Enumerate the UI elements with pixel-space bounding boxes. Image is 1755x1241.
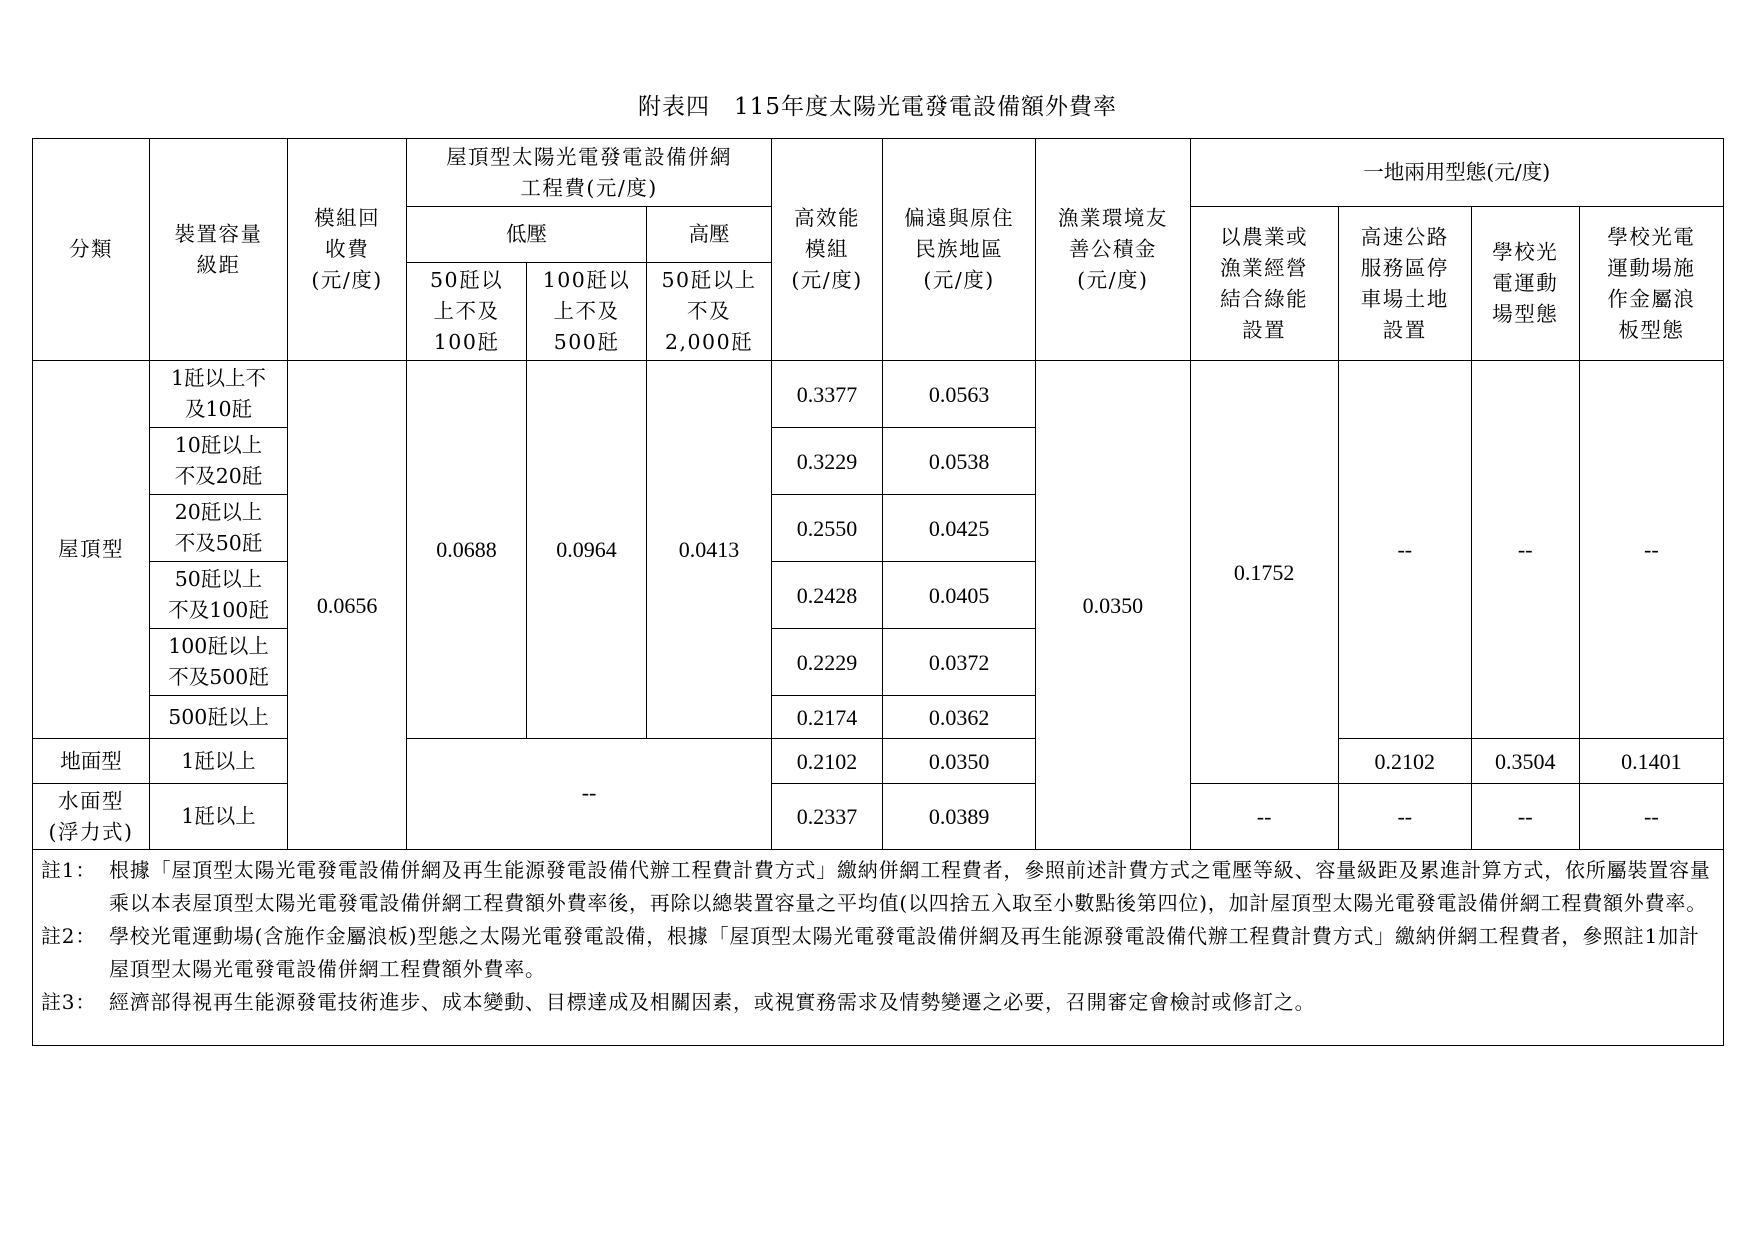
header-school-sports: 學校光 電運動 場型態 bbox=[1471, 207, 1579, 361]
header-agri-fishery: 以農業或 漁業經營 結合綠能 設置 bbox=[1190, 207, 1338, 361]
school-sports-value: 0.3504 bbox=[1471, 739, 1579, 784]
school-sports-value: -- bbox=[1471, 784, 1579, 850]
header-row-1 bbox=[33, 139, 1724, 207]
high-efficiency-value: 0.2337 bbox=[772, 784, 883, 850]
high-efficiency-value: 0.3229 bbox=[772, 428, 883, 495]
hv-50-2000-value: 0.0413 bbox=[647, 361, 772, 739]
high-efficiency-value: 0.2102 bbox=[772, 739, 883, 784]
high-efficiency-value: 0.3377 bbox=[772, 361, 883, 428]
table-row bbox=[33, 784, 1724, 850]
remote-indigenous-value: 0.0350 bbox=[882, 739, 1035, 784]
school-sports-metal-value: -- bbox=[1579, 784, 1723, 850]
agri-fishery-value: -- bbox=[1190, 784, 1338, 850]
agri-fishery-value: 0.1752 bbox=[1190, 361, 1338, 784]
remote-indigenous-value: 0.0563 bbox=[882, 361, 1035, 428]
remote-indigenous-value: 0.0389 bbox=[882, 784, 1035, 850]
header-lv-50-100: 50瓩以 上不及 100瓩 bbox=[407, 263, 527, 361]
header-high-voltage: 高壓 bbox=[647, 207, 772, 263]
table-row bbox=[33, 739, 1724, 784]
header-low-voltage: 低壓 bbox=[407, 207, 647, 263]
note-text: 學校光電運動場(含施作金屬浪板)型態之太陽光電發電設備，根據「屋頂型太陽光電發電設備併網及再生能源發電設備代辦工程費計費方式」繳納併網工程費者，參照註1加計屋頂型太陽光電發電設備併網工程費額外費率。 bbox=[109, 924, 1700, 981]
note-label: 註3： bbox=[41, 990, 97, 1014]
header-dual-use-group: 一地兩用型態(元/度) bbox=[1190, 139, 1724, 207]
header-module-recycling: 模組回 收費 (元/度) bbox=[288, 139, 407, 361]
highway-service-value: -- bbox=[1338, 361, 1471, 739]
notes-row bbox=[33, 850, 1724, 1046]
highway-service-value: -- bbox=[1338, 784, 1471, 850]
category-rooftop: 屋頂型 bbox=[33, 361, 150, 739]
capacity-tier: 50瓩以上 不及100瓩 bbox=[149, 562, 287, 629]
header-lv-100-500: 100瓩以 上不及 500瓩 bbox=[527, 263, 647, 361]
note-2 bbox=[41, 920, 1711, 986]
header-capacity-tier: 裝置容量 級距 bbox=[149, 139, 287, 361]
remote-indigenous-value: 0.0405 bbox=[882, 562, 1035, 629]
rate-table bbox=[32, 138, 1724, 1046]
school-sports-value: -- bbox=[1471, 361, 1579, 739]
school-sports-metal-value: 0.1401 bbox=[1579, 739, 1723, 784]
note-label: 註1： bbox=[41, 858, 97, 882]
lv-50-100-value: 0.0688 bbox=[407, 361, 527, 739]
remote-indigenous-value: 0.0362 bbox=[882, 696, 1035, 739]
capacity-tier: 1瓩以上 bbox=[149, 784, 287, 850]
category-ground: 地面型 bbox=[33, 739, 150, 784]
capacity-tier: 1瓩以上不 及10瓩 bbox=[149, 361, 287, 428]
high-efficiency-value: 0.2174 bbox=[772, 696, 883, 739]
capacity-tier: 20瓩以上 不及50瓩 bbox=[149, 495, 287, 562]
note-text: 經濟部得視再生能源發電技術進步、成本變動、目標達成及相關因素，或視實務需求及情勢變遷之必要，召開審定會檢討或修訂之。 bbox=[109, 990, 1316, 1014]
page-title: 附表四 115年度太陽光電發電設備額外費率 bbox=[638, 94, 1117, 120]
remote-indigenous-value: 0.0538 bbox=[882, 428, 1035, 495]
header-highway-service: 高速公路 服務區停 車場土地 設置 bbox=[1338, 207, 1471, 361]
module-recycling-value: 0.0656 bbox=[288, 361, 407, 850]
category-floating: 水面型 (浮力式) bbox=[33, 784, 150, 850]
note-text: 根據「屋頂型太陽光電發電設備併網及再生能源發電設備代辦工程費計費方式」繳納併網工程費者，參照前述計費方式之電壓等級、容量級距及累進計算方式，依所屬裝置容量乘以本表屋頂型太陽光電發電設備併網工程費額外費率後，再除以總裝置容量之平均值(以四捨五入取至小數點後第四位)，加計屋頂型太陽光電發電設備併網工程費額外費率。 bbox=[109, 858, 1711, 915]
school-sports-metal-value: -- bbox=[1579, 361, 1723, 739]
fishery-fund-value: 0.0350 bbox=[1036, 361, 1190, 850]
header-grid-fee-group: 屋頂型太陽光電發電設備併網 工程費(元/度) bbox=[407, 139, 772, 207]
header-category: 分類 bbox=[33, 139, 150, 361]
header-remote-indigenous: 偏遠與原住 民族地區 (元/度) bbox=[882, 139, 1035, 361]
notes-cell bbox=[33, 850, 1724, 1046]
capacity-tier: 1瓩以上 bbox=[149, 739, 287, 784]
capacity-tier: 500瓩以上 bbox=[149, 696, 287, 739]
header-high-efficiency: 高效能 模組 (元/度) bbox=[772, 139, 883, 361]
note-label: 註2： bbox=[41, 924, 97, 948]
note-1 bbox=[41, 854, 1711, 920]
table-row bbox=[33, 361, 1724, 428]
high-efficiency-value: 0.2229 bbox=[772, 629, 883, 696]
grid-fee-na: -- bbox=[407, 739, 772, 850]
header-hv-50-2000: 50瓩以上 不及 2,000瓩 bbox=[647, 263, 772, 361]
high-efficiency-value: 0.2550 bbox=[772, 495, 883, 562]
header-fishery-fund: 漁業環境友 善公積金 (元/度) bbox=[1036, 139, 1190, 361]
capacity-tier: 100瓩以上 不及500瓩 bbox=[149, 629, 287, 696]
lv-100-500-value: 0.0964 bbox=[527, 361, 647, 739]
header-school-sports-metal: 學校光電 運動場施 作金屬浪 板型態 bbox=[1579, 207, 1723, 361]
highway-service-value: 0.2102 bbox=[1338, 739, 1471, 784]
note-3 bbox=[41, 986, 1711, 1019]
high-efficiency-value: 0.2428 bbox=[772, 562, 883, 629]
capacity-tier: 10瓩以上 不及20瓩 bbox=[149, 428, 287, 495]
remote-indigenous-value: 0.0372 bbox=[882, 629, 1035, 696]
remote-indigenous-value: 0.0425 bbox=[882, 495, 1035, 562]
